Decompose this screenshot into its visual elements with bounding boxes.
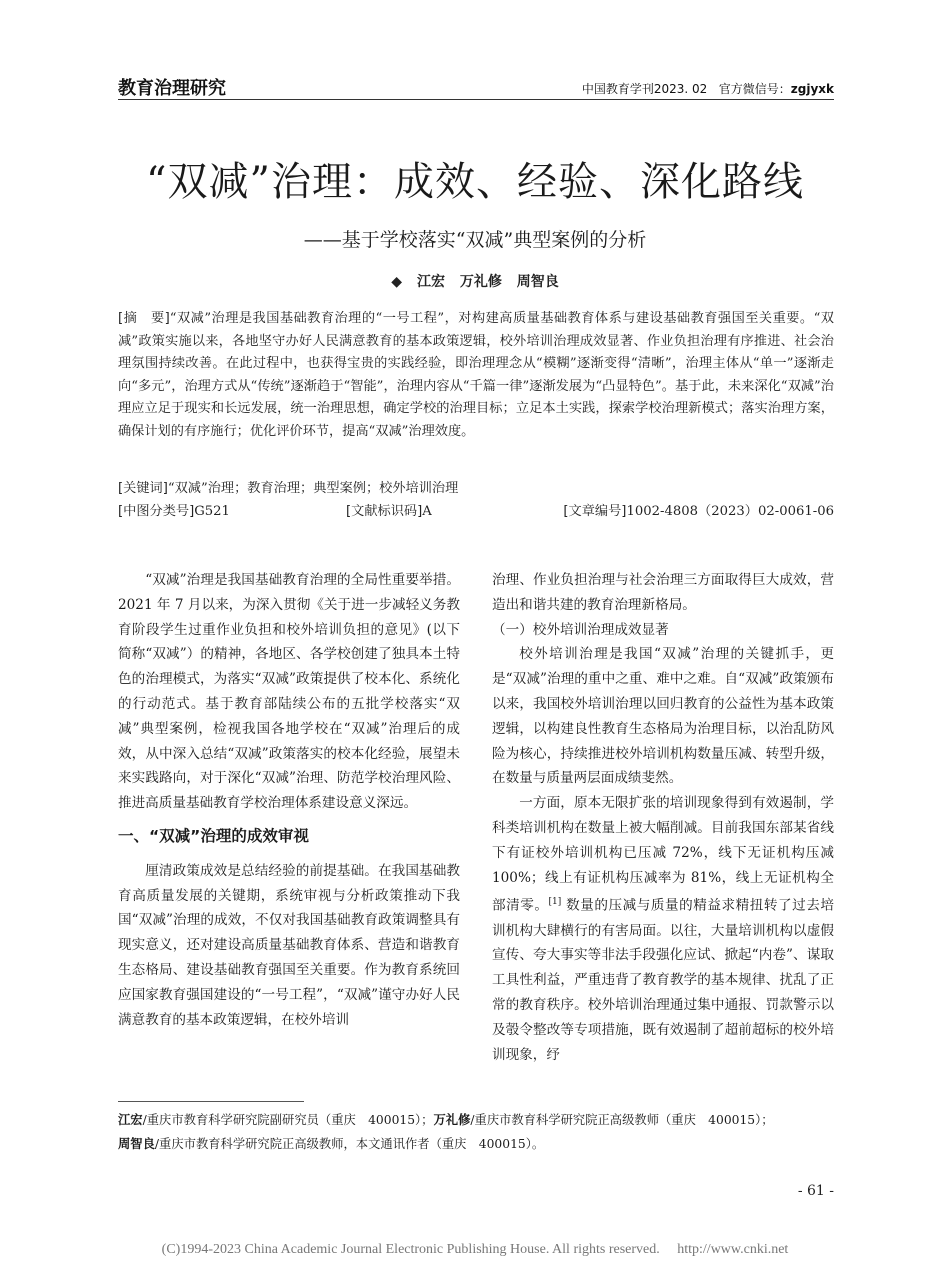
abstract-label: [摘 要] — [118, 311, 170, 326]
author-name: 万礼修 — [459, 274, 502, 290]
doc-code — [346, 500, 432, 519]
article-label: [文章编号] — [563, 504, 627, 519]
author-footnotes — [118, 1108, 834, 1156]
clc-value: G521 — [194, 504, 230, 519]
section-title: 教育治理研究 — [118, 78, 226, 99]
doc-value: A — [422, 504, 432, 519]
paragraph: 厘清政策成效是总结经验的前提基础。在我国基础教育高质量发展的关键期，系统审视与分析政策推动下我国“双减”治理的成效，不仅对我国基础教育政策调整具有现实意义，还对建设高质量基础教育体系、营造和谐教育生态格局、建设基础教育强国至关重要。作为教育系统回应国家教育强国建设的“一号工程”，“双减”谨守办好人民满意教育的基本政策逻辑，在校外培训 — [118, 862, 460, 1028]
article-value: 1002-4808（2023）02-0061-06 — [626, 504, 834, 519]
citation-ref[interactable]: [1] — [548, 897, 562, 908]
wechat-label: 官方微信号： — [718, 82, 791, 96]
keywords-text: “双减”治理；教育治理；典型案例；校外培训治理 — [167, 481, 459, 496]
body-column-right — [492, 568, 834, 1067]
copyright-notice: (C)1994-2023 China Academic Journal Electronic Publishing House. All rights reserved. http://www.cnki.net — [161, 1242, 789, 1257]
footnote-author: 万礼修 — [433, 1113, 471, 1127]
paragraph-text: 一方面，原本无限扩张的培训现象得到有效遏制，学科类培训机构在数量上被大幅削减。目前我国东部某省线下有证校外培训机构已压减 72%，线下无证机构压减 100%；线上有证机构压减率为 81%，线上无证机构全部清零。 — [492, 795, 834, 914]
paragraph — [492, 791, 834, 1067]
footnote-divider — [118, 1101, 304, 1102]
abstract — [118, 308, 834, 443]
header-divider — [118, 99, 834, 100]
author-name: 江宏 — [416, 274, 445, 290]
section-heading: 一、“双减”治理的成效审视 — [118, 826, 309, 845]
author-line — [0, 271, 950, 291]
footnote-info: /重庆市教育科学研究院正高级教师（重庆 400015）； — [470, 1113, 774, 1127]
clc-code — [118, 500, 230, 519]
page-number: - 61 - — [797, 1183, 834, 1199]
footnote-author: 江宏 — [118, 1113, 143, 1127]
abstract-text: “双减”治理是我国基础教育治理的“一号工程”，对构建高质量基础教育体系与建设基础教育强国至关重要。“双减”政策实施以来，各地坚守办好人民满意教育的基本政策逻辑，校外培训治理成效显著、作业负担治理有序推进、社会治理氛围持续改善。在此过程中，也获得宝贵的实践经验，即治理理念从“模糊”逐渐变得“清晰”，治理主体从“单一”逐渐走向“多元”，治理方式从“传统”逐渐趋于“智能”，治理内容从“千篇一律”逐渐发展为“凸显特色”。基于此，未来深化“双减”治理应立足于现实和长远发展，统一治理思想，确定学校的治理目标；立足本土实践，探索学校治理新模式；落实治理方案，确保计划的有序施行；优化评价环节，提高“双减”治理效度。 — [118, 311, 834, 439]
paragraph: 治理、作业负担治理与社会治理三方面取得巨大成效，营造出和谐共建的教育治理新格局。 — [492, 572, 834, 613]
keywords-label: [关键词] — [118, 481, 168, 496]
paragraph: “双减”治理是我国基础教育治理的全局性重要举措。2021 年 7 月以来，为深入贯彻《关于进一步减轻义务教育阶段学生过重作业负担和校外培训负担的意见》(以下简称“双减”）的精神，各地区、各学校创建了独具本土特色的治理模式，为落实“双减”政策提供了校本化、系统化的行动范式。基于教育部陆续公布的五批学校落实“双减”典型案例，检视我国各地学校在“双减”治理后的成效，从中深入总结“双减”政策落实的校本化经验，展望未来实践路向，对于深化“双减”治理、防范学校治理风险、推进高质量基础教育学校治理体系建设意义深远。 — [118, 572, 460, 812]
subsection-heading: （一）校外培训治理成效显著 — [492, 621, 669, 638]
body-column-left — [118, 568, 460, 1032]
footnote-author: 周智良 — [118, 1137, 155, 1151]
article-title: “双减”治理：成效、经验、深化路线 — [146, 159, 804, 205]
doc-label: [文献标识码] — [346, 504, 423, 519]
journal-issue: 中国教育学刊2023. 02 — [581, 82, 708, 96]
wechat-id: zgjyxk — [790, 82, 834, 96]
author-name: 周智良 — [516, 274, 559, 290]
article-subtitle: ——基于学校落实“双减”典型案例的分析 — [303, 229, 647, 251]
keywords — [118, 477, 834, 496]
diamond-icon: ◆ — [391, 274, 403, 290]
footnote-info: /重庆市教育科学研究院正高级教师，本文通讯作者（重庆 400015）。 — [154, 1137, 545, 1151]
article-code — [563, 500, 834, 519]
clc-label: [中图分类号] — [118, 504, 195, 519]
journal-info — [582, 80, 834, 97]
footnote-info: /重庆市教育科学研究院副研究员（重庆 400015）； — [142, 1113, 434, 1127]
paragraph: 校外培训治理是我国“双减”治理的关键抓手，更是“双减”治理的重中之重、难中之难。自“双减”政策颁布以来，我国校外培训治理以回归教育的公益性为基本政策逻辑，以构建良性教育生态格局为治理目标，以治乱防风险为核心，持续推进校外培训机构数量压减、转型升级，在数量与质量两层面成绩斐然。 — [492, 646, 834, 787]
paragraph-text: 数量的压减与质量的精益求精扭转了过去培训机构大肆横行的有害局面。以往，大量培训机构以虚假宣传、夸大事实等非法手段强化应试、掀起“内卷”、谋取工具性利益，严重违背了教育教学的基本规律、扰乱了正常的教育秩序。校外培训治理通过集中通报、罚款警示以及彀令整改等专项措施，既有效遏制了超前超标的校外培训现象，纾 — [492, 897, 834, 1063]
